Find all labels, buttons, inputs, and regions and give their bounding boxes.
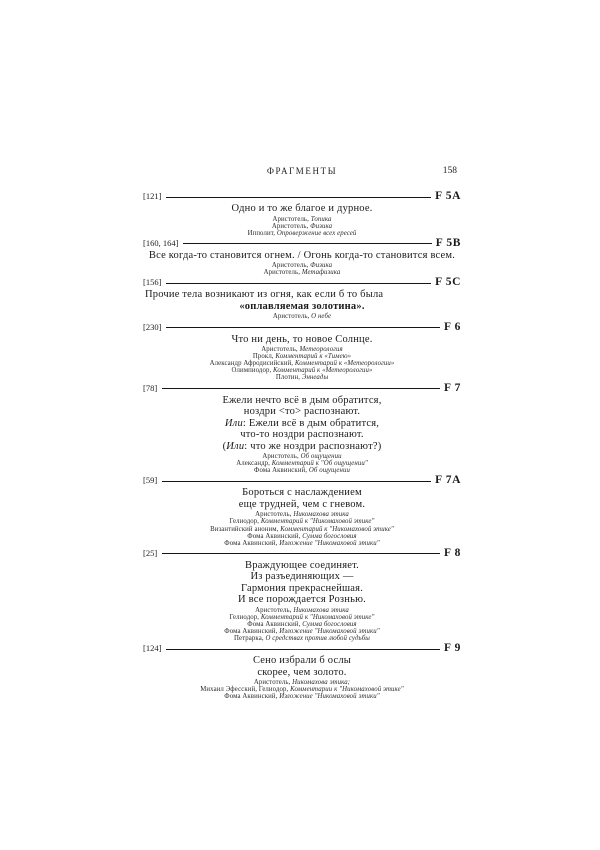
fragment-rule-row (143, 381, 461, 394)
citation-author: Аристотель, (271, 262, 311, 270)
citation-author: Александр, (236, 460, 272, 468)
fragment-rule (162, 553, 440, 554)
citation-author: Аристотель, (272, 313, 312, 321)
fragment-text-line (143, 289, 461, 301)
text-segment: Одно и то же благое и дурное. (231, 203, 373, 214)
citation-author: Аристотель, (255, 606, 294, 614)
citation-work: Метафизика (301, 269, 341, 277)
citation-work: Об ощущении (300, 453, 342, 461)
fragment-text (143, 203, 461, 215)
fragment-label: F 9 (443, 642, 461, 655)
citation-work: Комментарий к "Никомаховой этике" (280, 525, 394, 533)
citation-line (143, 453, 461, 460)
fragment-ref: [124] (143, 643, 162, 654)
citation-list (143, 262, 461, 276)
fragment-rule-row (143, 192, 461, 202)
fragment-rule (162, 388, 440, 389)
citation-list (143, 216, 461, 237)
fragment-text-line (143, 487, 461, 499)
citation-line (143, 614, 461, 621)
fragment-text-line (143, 583, 461, 595)
fragment-ref: [25] (143, 547, 158, 558)
fragment-ref: [121] (143, 191, 162, 201)
citation-work: Опровержение всех ересей (276, 229, 357, 237)
citation-work: О небе (311, 313, 332, 321)
fragment-text (143, 395, 461, 453)
citation-list (143, 453, 461, 474)
citation-list (143, 511, 461, 546)
text-segment: Гармония прекраснейшая. (240, 582, 364, 594)
fragment-section (143, 476, 461, 546)
fragment-text-line (143, 334, 461, 346)
fragment-section (143, 278, 461, 320)
citation-author: Плотин, (275, 374, 302, 382)
fragment-ref: [230] (143, 321, 162, 332)
citation-line (143, 635, 461, 642)
citation-line (143, 223, 461, 230)
citation-line (143, 374, 461, 381)
fragment-text (143, 334, 461, 346)
fragment-text-line (143, 499, 461, 511)
fragment-label: F 5C (435, 276, 461, 289)
citation-line (143, 360, 461, 367)
citation-author: Петрарка, (234, 635, 266, 643)
citation-work: Комментарий к "Об ощущении" (271, 460, 368, 468)
text-segment: «оплавляемая золотина». (239, 300, 365, 312)
page-header (143, 166, 461, 179)
citation-author: Прокл, (252, 353, 276, 361)
fragment-text (143, 289, 461, 312)
fragment-label: F 5B (435, 236, 461, 249)
citation-line (143, 346, 461, 353)
fragment-text-line (143, 560, 461, 572)
citation-line (143, 518, 461, 525)
citation-work: Метеорология (299, 346, 343, 354)
citation-author: Аристотель, (263, 269, 302, 277)
citation-line (143, 533, 461, 540)
text-segment: Бороться с наслаждением (242, 487, 362, 499)
citation-work: Физика (310, 222, 333, 230)
text-segment: : Ежели всё в дым обратится, (242, 417, 380, 429)
fragment-text (143, 487, 461, 510)
fragment-text-line (143, 406, 461, 418)
citation-author: Аристотель, (261, 346, 300, 354)
fragment-text-line (143, 655, 461, 667)
text-segment: ноздри <то> распознают. (243, 406, 361, 418)
fragment-text-line (143, 441, 461, 453)
citation-author: Византийский аноним, (210, 525, 281, 533)
citation-author: Аристотель, (272, 215, 311, 223)
citation-line (143, 511, 461, 518)
text-segment: скорее, чем золото. (257, 666, 347, 678)
citation-work: Изложение "Никомаховой этики" (279, 539, 380, 547)
citation-author: Аристотель, (255, 511, 294, 519)
fragment-text-line (143, 395, 461, 407)
citation-work: Изложение "Никомаховой этики" (279, 693, 380, 701)
citation-work: Сумма богословия (302, 532, 357, 540)
fragment-rule-row (143, 644, 461, 654)
fragment-rule-row (143, 546, 461, 559)
text-segment: Все когда-то становится огнем. / Огонь когда-то становится всем. (148, 249, 456, 261)
text-segment: Ежели нечто всё в дым обратится, (222, 394, 382, 406)
fragment-label: F 6 (443, 320, 461, 333)
text-segment: Сено избрали б ослы (252, 655, 352, 667)
fragment-section (143, 236, 461, 277)
text-segment: Или (224, 417, 243, 429)
citation-work: Никомахова этика (293, 606, 349, 614)
fragment-ref: [156] (143, 277, 162, 288)
citation-author: Аристотель, (262, 453, 301, 461)
text-segment: Прочие тела возникают из огня, как если б то была (145, 289, 384, 301)
text-segment: ( (222, 440, 227, 452)
citation-author: Олимпиодор, (231, 367, 274, 375)
fragment-text-line (143, 667, 461, 679)
citation-line (143, 269, 461, 276)
text-segment: И все порождается Рознью. (238, 594, 366, 606)
text-segment: еще трудней, чем с гневом. (238, 498, 366, 510)
citation-list (143, 313, 461, 320)
fragment-section (143, 320, 461, 382)
text-segment: Из разъединяющих — (250, 571, 354, 583)
fragment-rule-row (143, 236, 461, 249)
fragment-ref: [59] (143, 475, 158, 486)
page-content (143, 166, 461, 703)
citation-line (143, 467, 461, 474)
fragment-text-line (143, 418, 461, 430)
citation-work: Комментарий к «Метеорологии» (273, 367, 373, 375)
citation-author: Гелиодор, (229, 613, 261, 621)
citation-author: Михаил Эфесский, Гелиодор, (200, 686, 291, 694)
citation-work: Изложение "Никомаховой этики" (279, 628, 380, 636)
citation-author: Фома Аквинский, (224, 693, 280, 701)
text-segment: Враждующее соединяет. (245, 559, 359, 571)
fragment-text-line (143, 571, 461, 583)
citation-line (143, 460, 461, 467)
fragment-rule-row (143, 278, 461, 288)
fragment-text (143, 250, 461, 262)
citation-line (143, 686, 461, 693)
fragment-ref: [78] (143, 382, 158, 393)
citation-line (143, 216, 461, 223)
citation-author: Аристотель, (253, 679, 293, 687)
text-segment: : что же ноздри распознают?) (244, 440, 382, 452)
citation-work: О средствах против любой судьбы (265, 635, 370, 643)
citation-line (143, 607, 461, 614)
citation-work: Об ощущении (308, 467, 350, 475)
fragment-text-line (143, 250, 461, 262)
fragment-rule (166, 327, 440, 328)
citation-line (143, 621, 461, 628)
citation-line (143, 353, 461, 360)
fragment-rule (166, 649, 440, 650)
fragment-list (143, 192, 461, 701)
citation-line (143, 526, 461, 533)
citation-author: Фома Аквинский, (254, 467, 309, 475)
citation-work: Комментарий к «Метеорологии» (294, 360, 395, 368)
fragment-text-line (143, 594, 461, 606)
citation-author: Гелиодор, (229, 518, 261, 526)
citation-work: Эннеады (301, 374, 329, 382)
fragment-label: F 7 (443, 381, 461, 394)
citation-work: Комментарий к "Никомаховой этике" (260, 613, 375, 621)
fragment-label: F 7A (435, 474, 461, 487)
fragment-section (143, 381, 461, 475)
citation-work: Комментарии к "Никомаховой этике" (290, 686, 404, 694)
fragment-rule (166, 197, 431, 198)
citation-line (143, 679, 461, 686)
citation-line (143, 262, 461, 269)
fragment-text-line (143, 301, 461, 313)
citation-line (143, 540, 461, 547)
citation-work: Комментарий к «Тимею» (275, 353, 352, 361)
citation-list (143, 346, 461, 381)
citation-author: Фома Аквинский, (247, 532, 303, 540)
text-segment: что-то ноздри распознают. (240, 429, 364, 441)
fragment-rule-row (143, 320, 461, 333)
page-number: 158 (442, 166, 457, 176)
text-segment: Или (226, 440, 245, 452)
text-segment: Что ни день, то новое Солнце. (231, 333, 373, 345)
citation-line (143, 693, 461, 700)
citation-work: Комментарий к "Никомаховой этике" (260, 518, 375, 526)
fragment-text (143, 655, 461, 678)
citation-work: Никомахова этика (293, 511, 349, 519)
citation-line (143, 628, 461, 635)
fragment-rule (183, 243, 431, 244)
citation-author: Александр Афродисийский, (209, 360, 295, 368)
fragment-section (143, 546, 461, 643)
citation-list (143, 679, 461, 700)
fragment-text-line (143, 203, 461, 215)
fragment-ref: [160, 164] (143, 237, 179, 248)
fragment-text (143, 560, 461, 606)
citation-line (143, 313, 461, 320)
citation-author: Фома Аквинский, (224, 539, 280, 547)
citation-author: Фома Аквинский, (247, 620, 303, 628)
fragment-label: F 5A (435, 190, 461, 202)
running-head: ФРАГМЕНТЫ (266, 166, 338, 176)
citation-author: Аристотель, (271, 222, 311, 230)
citation-work: Топика (310, 215, 332, 223)
citation-line (143, 367, 461, 374)
fragment-section (143, 644, 461, 700)
fragment-rule (162, 481, 431, 482)
fragment-section (143, 192, 461, 237)
citation-author: Фома Аквинский, (224, 628, 280, 636)
citation-work: Сумма богословия (302, 620, 357, 628)
citation-author: Ипполит, (247, 229, 277, 237)
fragment-rule-row (143, 476, 461, 486)
fragment-label: F 8 (443, 546, 461, 559)
citation-work: Никомахова этика; (292, 679, 351, 687)
citation-work: Физика (310, 262, 333, 270)
fragment-text-line (143, 429, 461, 441)
citation-list (143, 607, 461, 642)
citation-line (143, 230, 461, 237)
fragment-rule (166, 283, 431, 284)
